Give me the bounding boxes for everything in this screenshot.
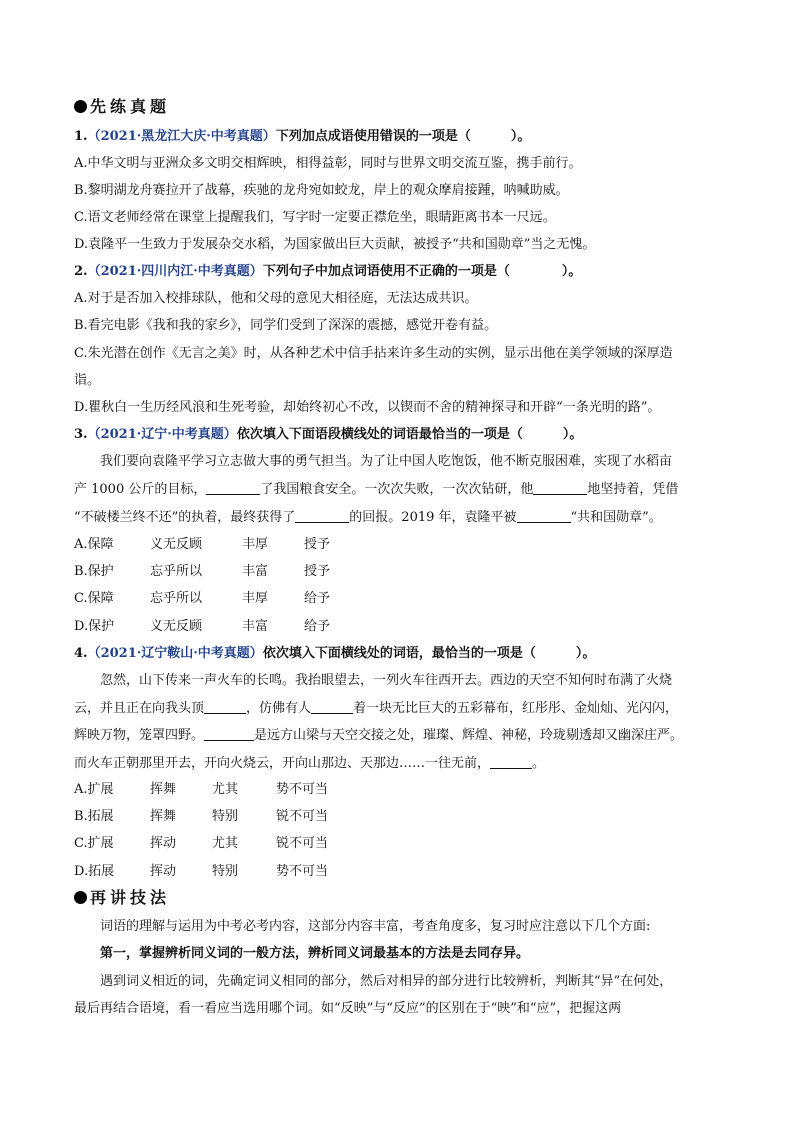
fill-blank bbox=[204, 727, 254, 741]
question-4-option-c: C.扩展 挥动 尤其 锐不可当 bbox=[74, 836, 329, 851]
question-1-stem: 1.（2021·黑龙江大庆·中考真题）下列加点成语使用错误的一项是（ ）。 bbox=[74, 129, 531, 144]
method-paragraph-line: 最后再结合语境，看一看应当选用哪个词。如“反映”与“反应”的区别在于“映”和“应”，把握这两 bbox=[74, 1001, 622, 1016]
fill-blank bbox=[295, 509, 349, 523]
question-2-option-c-cont: 诣。 bbox=[74, 373, 101, 388]
bullet-dot-icon bbox=[74, 891, 87, 904]
question-3-option-d: D.保护 义无反顾 丰富 给予 bbox=[74, 619, 331, 634]
bullet-dot-icon bbox=[74, 100, 87, 113]
question-4-passage-line: 忽然，山下传来一声火车的长鸣。我抬眼望去，一列火车往西开去。西边的天空不知何时布满了火烧 bbox=[100, 673, 673, 688]
fill-blank bbox=[311, 700, 353, 714]
question-3-passage-line: 产 1000 公斤的目标， 了我国粮食安全。一次次失败，一次次钻研，他 地坚持着，凭借 bbox=[74, 482, 679, 497]
fill-blank bbox=[490, 755, 532, 769]
question-3-option-b: B.保护 忘乎所以 丰富 授予 bbox=[74, 564, 331, 579]
question-4-passage-line: 辉映万物，笼罩四野。 是远方山梁与天空交接之处，璀璨、辉煌、神秘，玲珑剔透却又幽深庄严。 bbox=[74, 728, 684, 743]
question-4-option-a: A.扩展 挥舞 尤其 势不可当 bbox=[74, 782, 329, 797]
question-source: （2021·黑龙江大庆·中考真题） bbox=[87, 129, 276, 144]
fill-blank bbox=[204, 700, 246, 714]
question-source: （2021·四川内江·中考真题） bbox=[87, 264, 263, 279]
section-heading-method: 再讲技法 bbox=[74, 889, 170, 907]
question-4-stem: 4.（2021·辽宁鞍山·中考真题）依次填入下面横线处的词语，最恰当的一项是（ ）。 bbox=[74, 646, 596, 661]
question-2-option-c: C.朱光潜在创作《无言之美》时，从各种艺术中信手拈来许多生动的实例，显示出他在美学领域的深厚造 bbox=[74, 346, 673, 361]
question-4-passage-line: 云，并且正在向我头顶 ，仿佛有人 着一块无比巨大的五彩幕布，红彤彤、金灿灿、光闪闪， bbox=[74, 701, 679, 716]
question-1-option-a: A.中华文明与亚洲众多文明交相辉映，相得益彰，同时与世界文明交流互鉴，携手前行。 bbox=[74, 156, 582, 171]
question-4-option-d: D.拓展 挥动 特别 势不可当 bbox=[74, 864, 329, 879]
fill-blank bbox=[517, 509, 571, 523]
question-4-passage-line: 而火车正朝那里开去，开向火烧云，开向山那边、天那边……一往无前， 。 bbox=[74, 756, 546, 771]
question-source: （2021·辽宁鞍山·中考真题） bbox=[87, 646, 263, 661]
question-3-stem: 3.（2021·辽宁·中考真题）依次填入下面语段横线处的词语最恰当的一项是（ ）。 bbox=[74, 427, 583, 442]
method-point-first: 第一，掌握辨析同义词的一般方法，辨析同义词最基本的方法是去同存异。 bbox=[100, 946, 530, 961]
question-2-option-a: A.对于是否加入校排球队，他和父母的意见大相径庭，无法达成共识。 bbox=[74, 291, 478, 306]
section-heading-practice: 先练真题 bbox=[74, 98, 170, 116]
method-paragraph-line: 遇到词义相近的词，先确定词义相同的部分，然后对相异的部分进行比较辨析，判断其“异”在何处， bbox=[100, 974, 673, 989]
question-3-option-c: C.保障 忘乎所以 丰厚 给予 bbox=[74, 591, 331, 606]
question-1-option-d: D.袁隆平一生致力于发展杂交水稻，为国家做出巨大贡献，被授予“共和国勋章”当之无愧。 bbox=[74, 237, 596, 252]
question-1-option-c: C.语文老师经常在课堂上提醒我们，写字时一定要正襟危坐，眼睛距离书本一尺远。 bbox=[74, 210, 556, 225]
question-3-passage-line: 我们要向袁隆平学习立志做大事的勇气担当。为了让中国人吃饱饭，他不断克服困难，实现了水稻亩 bbox=[100, 454, 673, 469]
question-1-option-b: B.黎明湖龙舟赛拉开了战幕，疾驰的龙舟宛如蛟龙，岸上的观众摩肩接踵，呐喊助威。 bbox=[74, 183, 569, 198]
question-2-option-b: B.看完电影《我和我的家乡》，同学们受到了深深的震撼，感觉开卷有益。 bbox=[74, 318, 498, 333]
fill-blank bbox=[533, 481, 587, 495]
question-2-option-d: D.瞿秋白一生历经风浪和生死考验，却始终初心不改，以锲而不舍的精神探寻和开辟“一条光明的路”。 bbox=[74, 400, 661, 415]
question-3-option-a: A.保障 义无反顾 丰厚 授予 bbox=[74, 537, 331, 552]
question-3-passage-line: “不破楼兰终不还”的执着，最终获得了 的回报。2019 年，袁隆平被 “共和国勋章”。 bbox=[74, 510, 662, 525]
fill-blank bbox=[206, 481, 260, 495]
question-2-stem: 2.（2021·四川内江·中考真题）下列句子中加点词语使用不正确的一项是（ ）。 bbox=[74, 264, 582, 279]
question-4-option-b: B.拓展 挥舞 特别 锐不可当 bbox=[74, 809, 329, 824]
method-intro: 词语的理解与运用为中考必考内容，这部分内容丰富，考查角度多，复习时应注意以下几个方面: bbox=[100, 919, 651, 934]
question-source: （2021·辽宁·中考真题） bbox=[87, 427, 237, 442]
